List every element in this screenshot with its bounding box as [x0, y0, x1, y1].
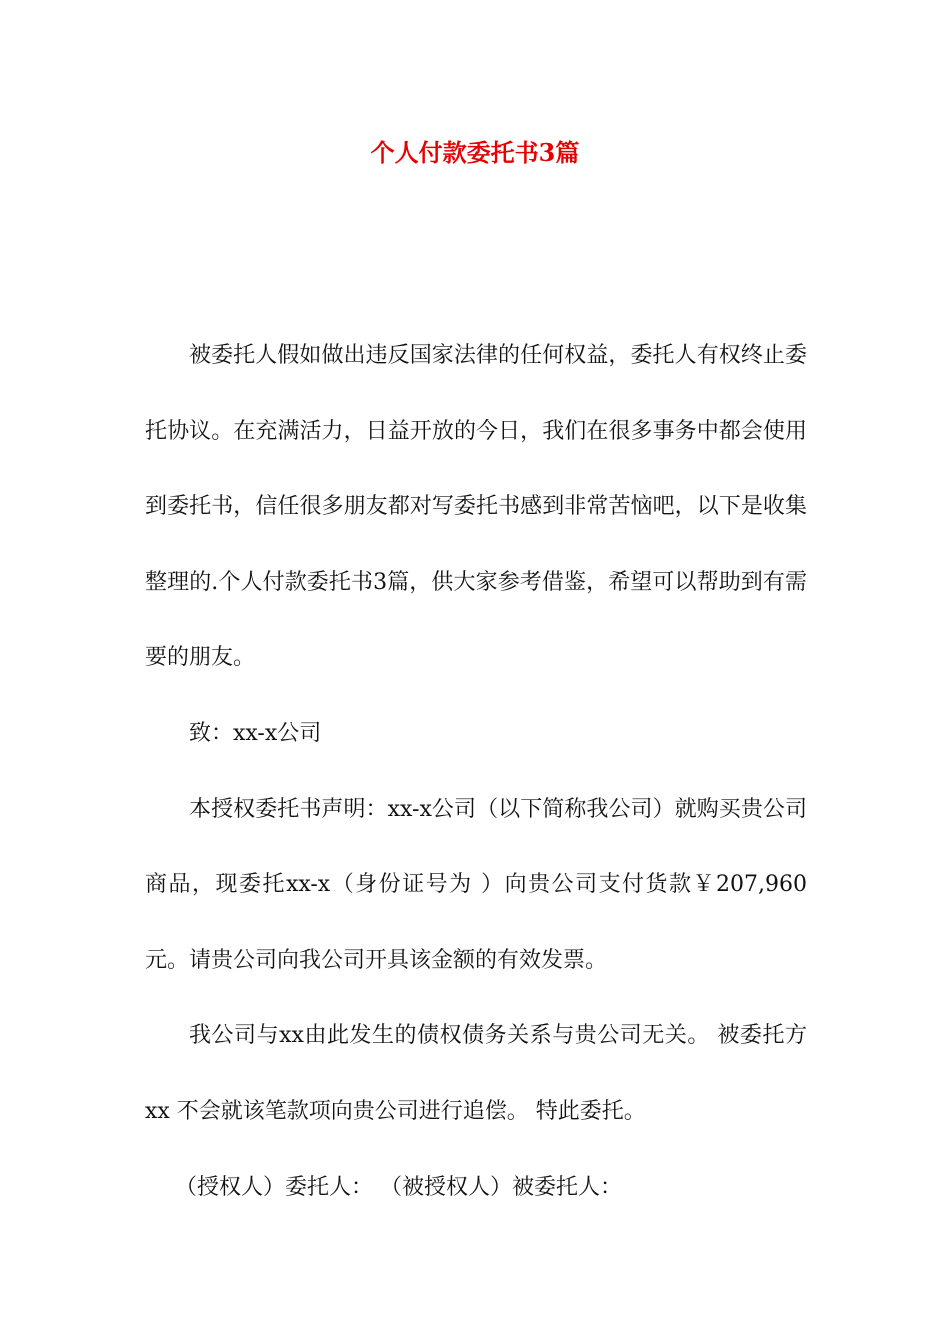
authorization-statement-paragraph: 本授权委托书声明：xx-x公司（以下简称我公司）就购买贵公司商品，现委托xx-x（身份证号为 ）向贵公司支付货款￥207,960元。请贵公司向我公司开具该金额的有效发票。 [145, 796, 807, 973]
recipient-line: 致：xx-x公司 [189, 720, 322, 746]
signature-line: （授权人）委托人： （被授权人）被委托人： [175, 1174, 622, 1200]
liability-paragraph: 我公司与xx由此发生的债权债务关系与贵公司无关。 被委托方 xx 不会就该笔款项向贵公司进行追偿。 特此委托。 [145, 1023, 807, 1124]
intro-paragraph: 被委托人假如做出违反国家法律的任何权益，委托人有权终止委托协议。在充满活力，日益开放的今日，我们在很多事务中都会使用到委托书，信任很多朋友都对写委托书感到非常苦恼吧，以下是收集整理的.个人付款委托书3篇，供大家参考借鉴，希望可以帮助到有需要的朋友。 [145, 343, 807, 671]
document-title: 个人付款委托书3篇 [370, 138, 580, 167]
document-body [145, 318, 807, 1225]
